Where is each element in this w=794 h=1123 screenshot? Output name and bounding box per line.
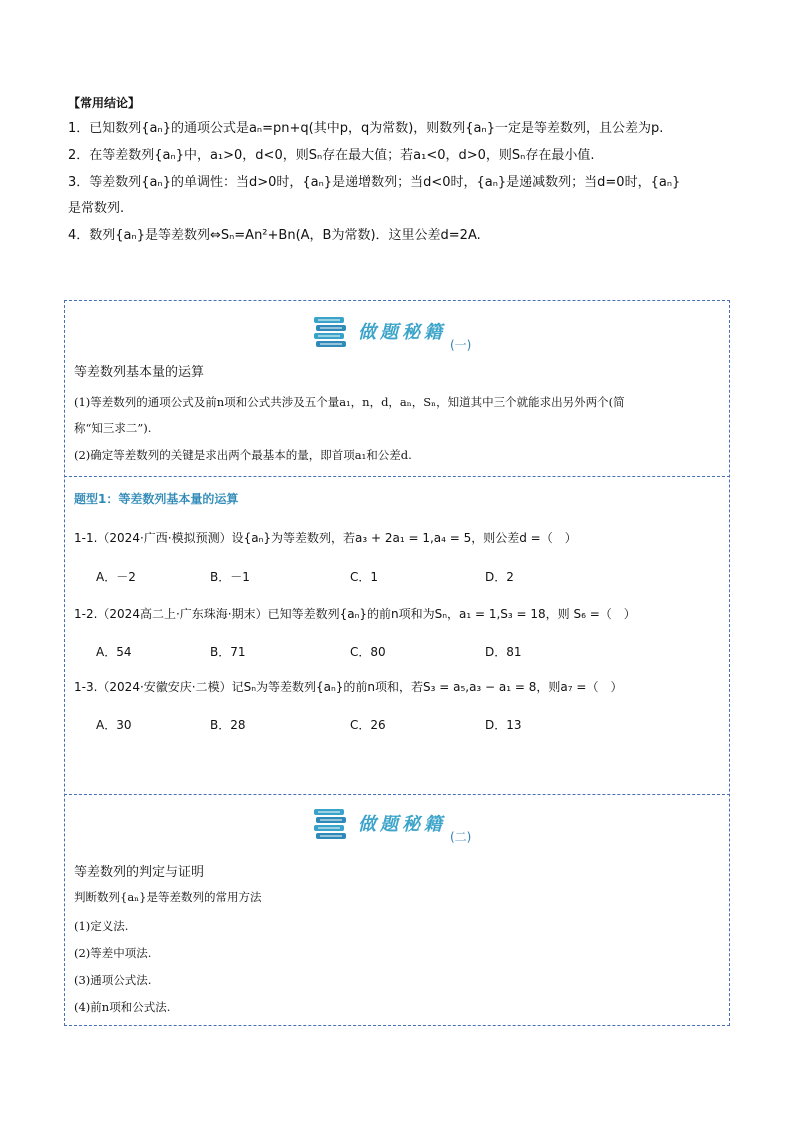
section1-note-2: (2)确定等差数列的关键是求出两个最基本的量，即首项a₁和公差d.: [74, 448, 412, 462]
question-1-3-option-b[interactable]: B．28: [210, 718, 246, 732]
question-1-3-option-a[interactable]: A．30: [96, 718, 132, 732]
section2-banner-title: 做题秘籍: [358, 814, 446, 835]
question-1-2: 1-2.（2024高二上·广东珠海·期末）已知等差数列{aₙ}的前n项和为Sₙ，a₁ = 1,S₃ = 18，则 S₆ =（ ）: [74, 607, 636, 621]
conclusion-item-3-cont: 是常数列.: [68, 201, 125, 216]
books-icon: [312, 314, 348, 348]
question-1-3-option-d[interactable]: D．13: [485, 718, 522, 732]
question-1-1-option-a[interactable]: A．－2: [96, 570, 136, 584]
question-1-2-option-b[interactable]: B．71: [210, 645, 246, 659]
conclusion-item-3: 3．等差数列{aₙ}的单调性：当d>0时，{aₙ}是递增数列；当d<0时，{aₙ}是递减数列；当d=0时，{aₙ}: [68, 175, 681, 190]
section1-banner: [312, 314, 512, 354]
conclusion-item-4: 4．数列{aₙ}是等差数列⇔Sₙ=An²+Bn(A，B为常数)．这里公差d=2A.: [68, 228, 481, 243]
section2-method-3: (3)通项公式法.: [74, 973, 152, 987]
section2-method-2: (2)等差中项法.: [74, 946, 152, 960]
section2-banner: [312, 806, 512, 846]
conclusion-item-2: 2．在等差数列{aₙ}中，a₁>0，d<0，则Sₙ存在最大值；若a₁<0，d>0，则Sₙ存在最小值.: [68, 148, 595, 163]
question-1-3: 1-3.（2024·安徽安庆·二模）记Sₙ为等差数列{aₙ}的前n项和，若S₃ = a₅,a₃ − a₁ = 8，则a₇ =（ ）: [74, 680, 623, 694]
section1-heading: 等差数列基本量的运算: [74, 365, 205, 380]
section2-divider: [64, 794, 730, 795]
question-1-3-option-c[interactable]: C．26: [350, 718, 386, 732]
section2-intro: 判断数列{aₙ}是等差数列的常用方法: [74, 890, 262, 904]
question-1-2-option-c[interactable]: C．80: [350, 645, 386, 659]
section1-note-1: (1)等差数列的通项公式及前n项和公式共涉及五个量a₁，n，d，aₙ，Sₙ，知道其中三个就能求出另外两个(简: [74, 395, 625, 409]
conclusions-header: 【常用结论】: [68, 96, 141, 110]
question-1-1: 1-1.（2024·广西·模拟预测）设{aₙ}为等差数列，若a₃ + 2a₁ = 1,a₄ = 5，则公差d =（ ）: [74, 531, 577, 545]
books-icon: [312, 806, 348, 840]
question-1-1-option-c[interactable]: C．1: [350, 570, 379, 584]
section1-banner-sub: (一): [450, 338, 472, 352]
question-1-1-option-b[interactable]: B．－1: [210, 570, 250, 584]
section2-banner-sub: (二): [450, 830, 472, 844]
section1-divider: [64, 476, 730, 477]
section2-method-4: (4)前n项和公式法.: [74, 1000, 171, 1014]
conclusion-item-1: 1．已知数列{aₙ}的通项公式是aₙ=pn+q(其中p，q为常数)，则数列{aₙ}一定是等差数列，且公差为p.: [68, 121, 664, 136]
section2-method-1: (1)定义法.: [74, 919, 129, 933]
question-1-1-option-d[interactable]: D．2: [485, 570, 514, 584]
section1-note-1-cont: 称“知三求二”).: [74, 421, 152, 435]
section1-banner-title: 做题秘籍: [358, 322, 446, 343]
question-1-2-option-d[interactable]: D．81: [485, 645, 522, 659]
question-1-2-option-a[interactable]: A．54: [96, 645, 132, 659]
type1-title: 题型1：等差数列基本量的运算: [74, 492, 239, 506]
section2-heading: 等差数列的判定与证明: [74, 865, 205, 880]
